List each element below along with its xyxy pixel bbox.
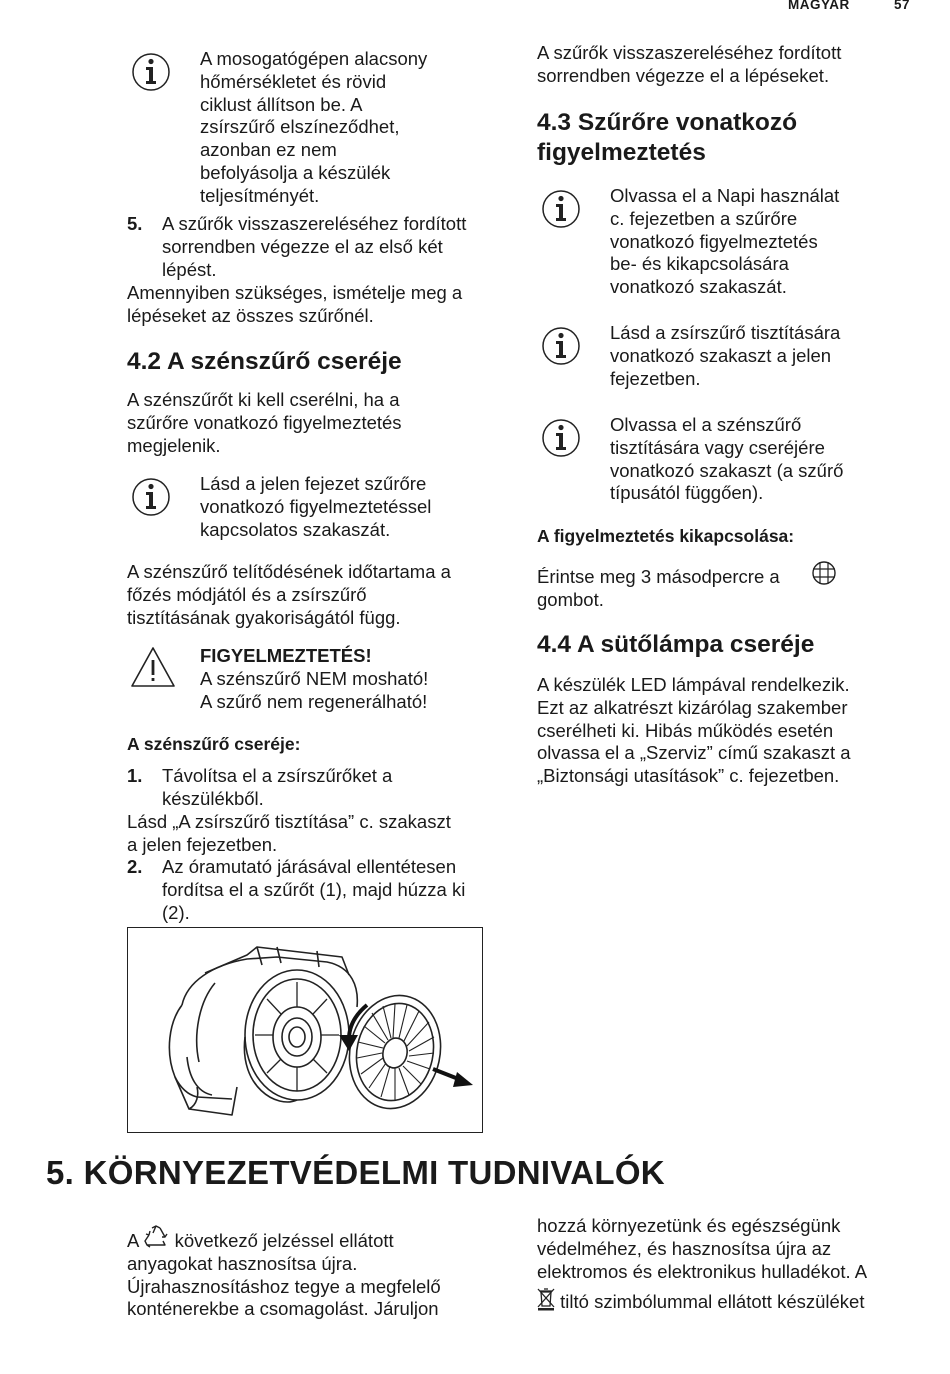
- text-line: „Biztonsági utasítások” c. fejezetben.: [537, 765, 840, 787]
- text-line: A szénszűrő telítődésének időtartama a: [127, 561, 451, 582]
- text-line: [127, 1225, 441, 1253]
- info-note-dishwasher: [200, 48, 427, 208]
- repeat-paragraph: [127, 282, 462, 328]
- section-5-right-text: [537, 1215, 867, 1314]
- text-line: sorrendben végezze el a lépéseket.: [537, 64, 830, 86]
- step-1-text: [162, 765, 392, 811]
- filter-illustration: [127, 927, 483, 1133]
- text-line: vonatkozó figyelmeztetéssel: [200, 495, 432, 517]
- text-line: Olvassa el a szénszűrő: [610, 414, 802, 435]
- text-line: azonban ez nem: [200, 139, 337, 161]
- page-language: MAGYAR: [788, 0, 850, 12]
- text-line: c. fejezetben a szűrőre: [610, 207, 798, 229]
- text-line: (2).: [162, 901, 190, 923]
- replace-heading: A szénszűrő cseréje:: [127, 734, 301, 754]
- text-line: főzés módjától és a zsírszűrő: [127, 583, 367, 605]
- intro-paragraph: [537, 42, 841, 88]
- warning-title: FIGYELMEZTETÉS!: [200, 645, 372, 666]
- info-note-grease-filter: [610, 322, 840, 390]
- text-line: A szűrők visszaszereléséhez fordított: [537, 42, 842, 63]
- text-line: vonatkozó szakaszt (a szűrő: [610, 459, 844, 481]
- text-line: tisztítására vagy cseréjére: [610, 436, 825, 458]
- info-note-carbon-filter: [610, 414, 843, 505]
- text-line: hőmérsékletet és rövid: [200, 70, 387, 92]
- section-5-left-text: [127, 1225, 441, 1321]
- info-icon: [131, 477, 171, 517]
- text-line: Lásd a zsírszűrő tisztítására: [610, 322, 841, 343]
- off-heading: A figyelmeztetés kikapcsolása:: [537, 526, 795, 546]
- paragraph-4-4: [537, 674, 851, 788]
- text-line: szűrőre vonatkozó figyelmeztetés: [127, 411, 402, 433]
- see-reference: [127, 811, 451, 857]
- text-line: A szűrő nem regenerálható!: [200, 690, 428, 712]
- text-line: vonatkozó figyelmeztetés: [610, 230, 818, 252]
- text-line: Az óramutató járásával ellentétesen: [162, 856, 457, 877]
- text-line: fordítsa el a szűrőt (1), majd húzza ki: [162, 878, 466, 900]
- text-line: Lásd „A zsírszűrő tisztítása” c. szakaszt: [127, 811, 451, 832]
- text-line: elektromos és elektronikus hulladékot. A: [537, 1260, 868, 1282]
- text-line: Érintse meg 3 másodpercre a: [537, 566, 780, 587]
- text-line: hozzá környezetünk és egészségünk: [537, 1215, 841, 1236]
- text-line: be- és kikapcsolására: [610, 253, 789, 275]
- text-line: Távolítsa el a zsírszűrőket a: [162, 765, 393, 786]
- step-2-text: [162, 856, 465, 924]
- section-5-title: 5. KÖRNYEZETVÉDELMI TUDNIVALÓK: [46, 1154, 665, 1191]
- text-line: Olvassa el a Napi használat: [610, 185, 840, 206]
- warning-triangle-icon: [129, 645, 177, 689]
- text-line: A mosogatógépen alacsony: [200, 48, 428, 69]
- text-line: gombot.: [537, 588, 604, 610]
- paragraph-4-2: [127, 389, 402, 457]
- crossed-bin-icon: [537, 1287, 555, 1311]
- text-line: konténerekbe a csomagolást. Járuljon: [127, 1298, 439, 1320]
- text-line: vonatkozó szakaszát.: [610, 276, 787, 298]
- text-line: fejezetben.: [610, 367, 701, 389]
- text-line: Ezt az alkatrészt kizárólag szakember: [537, 696, 848, 718]
- page-number: 57: [894, 0, 911, 12]
- info-icon: [131, 52, 171, 92]
- text-line: lépést.: [162, 258, 217, 280]
- heading-line: 4.3 Szűrőre vonatkozó: [537, 109, 798, 136]
- text-line: a jelen fejezetben.: [127, 833, 278, 855]
- text-line: befolyásolja a készülék: [200, 161, 391, 183]
- text-line: lépéseket az összes szűrőnél.: [127, 304, 374, 326]
- heading-line: figyelmeztetés: [537, 139, 706, 166]
- text-line: teljesítményét.: [200, 184, 320, 206]
- text-line: A szűrők visszaszereléséhez fordított: [162, 213, 467, 234]
- text-a: A: [127, 1230, 139, 1251]
- text-line: zsírszűrő elszíneződhet,: [200, 116, 400, 138]
- text-line: védelméhez, és hasznosítsa újra az: [537, 1237, 832, 1259]
- step-5-text: [162, 213, 466, 281]
- info-icon: [541, 418, 581, 458]
- text-line: készülékből.: [162, 787, 264, 809]
- step-number: 5.: [127, 213, 143, 234]
- text-rest: tiltó szimbólummal ellátott készüléket: [560, 1291, 865, 1313]
- text-line: A készülék LED lámpával rendelkezik.: [537, 674, 850, 695]
- text-line: tisztításának gyakoriságától függ.: [127, 606, 401, 628]
- info-note-daily-use: [610, 185, 839, 299]
- text-line: Amennyiben szükséges, ismételje meg a: [127, 282, 463, 303]
- text-line: Újrahasznosításhoz tegye a megfelelő: [127, 1275, 441, 1297]
- text-line: olvassa el a „Szerviz” című szakaszt a: [537, 742, 851, 764]
- heading-4-4: 4.4 A sütőlámpa cseréje: [537, 631, 815, 658]
- step-number: 1.: [127, 765, 143, 786]
- text-line: anyagokat hasznosítsa újra.: [127, 1252, 358, 1274]
- warning-block: [200, 645, 428, 713]
- info-icon: [541, 326, 581, 366]
- text-line: A szénszűrő NEM mosható!: [200, 667, 429, 689]
- text-line: típusától függően).: [610, 482, 764, 504]
- text-rest: következő jelzéssel ellátott: [174, 1230, 394, 1251]
- text-line: [537, 1287, 867, 1314]
- saturation-paragraph: [127, 561, 451, 629]
- text-line: A szénszűrőt ki kell cserélni, ha a: [127, 389, 400, 410]
- text-line: megjelenik.: [127, 434, 221, 456]
- text-line: sorrendben végezze el az első két: [162, 235, 443, 257]
- text-line: cserélheti ki. Hibás működés esetén: [537, 719, 834, 741]
- step-number: 2.: [127, 856, 143, 877]
- text-line: Lásd a jelen fejezet szűrőre: [200, 473, 427, 494]
- heading-4-2: 4.2 A szénszűrő cseréje: [127, 348, 402, 375]
- text-line: kapcsolatos szakaszát.: [200, 518, 391, 540]
- info-icon: [541, 189, 581, 229]
- info-note-filter-warning: [200, 473, 431, 541]
- heading-4-3: [537, 108, 797, 168]
- fan-grid-icon: [811, 560, 837, 586]
- text-line: vonatkozó szakaszt a jelen: [610, 344, 832, 366]
- touch-paragraph: [537, 566, 780, 612]
- recycle-icon: [143, 1225, 169, 1249]
- text-line: ciklust állítson be. A: [200, 93, 363, 115]
